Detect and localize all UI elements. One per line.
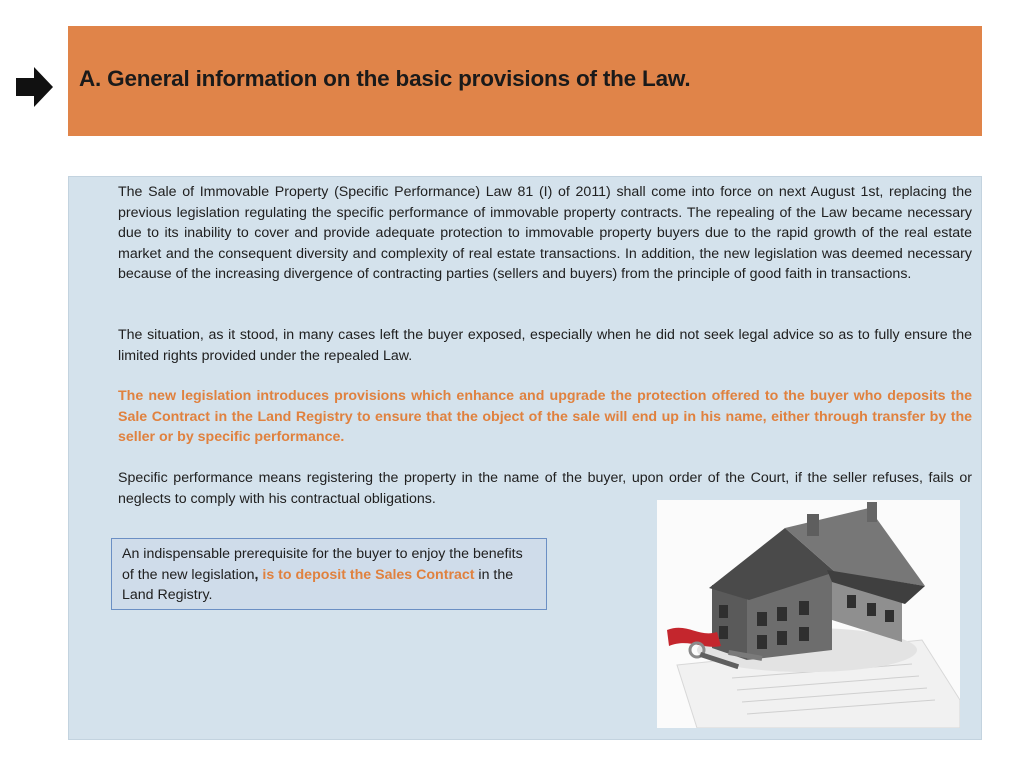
house-keys-contract-image bbox=[657, 500, 960, 728]
note-text-end: in the Land Registry. bbox=[122, 566, 514, 603]
right-arrow-icon bbox=[14, 66, 54, 108]
prerequisite-note-box bbox=[111, 538, 547, 610]
paragraph-buyer-situation: The situation, as it stood, in many cases left the buyer exposed, especially when he did not seek legal advice so as to fully ensure the limited rights provided under the repealed Law. bbox=[118, 327, 972, 364]
note-highlight: is to deposit the Sales Contract bbox=[262, 566, 475, 583]
note-text-start: An indispensable prerequisite for the buyer to enjoy the benefits of the new legislation bbox=[122, 546, 523, 583]
paragraph-law-introduction: The Sale of Immovable Property (Specific Performance) Law 81 (I) of 2011) shall come into force on next August 1st, replacing the previous legislation regulating the specific performance of immovable property contracts. The repealing of the Law became necessary due to its inability to cover and provide adequate protection to immovable property buyers due to the rapid growth of the real estate market and the consequent diversity and complexity of real estate transactions. In addition, the new legislation was deemed necessary because of the increasing divergence of contracting parties (sellers and buyers) from the principle of good faith in transactions. bbox=[118, 184, 972, 282]
paragraph-highlight-provisions: The new legislation introduces provisions which enhance and upgrade the protection offered to the buyer who deposits the Sale Contract in the Land Registry to ensure that the object of the sale will end up in his name, either through transfer by the seller or by specific performance. bbox=[118, 388, 972, 445]
slide-title: A. General information on the basic provisions of the Law. bbox=[79, 66, 691, 91]
title-bar bbox=[68, 26, 982, 136]
paragraph-specific-performance: Specific performance means registering the property in the name of the buyer, upon order of the Court, if the seller refuses, fails or neglects to comply with his contractual obligations. bbox=[118, 470, 972, 507]
note-comma: , bbox=[254, 566, 263, 583]
